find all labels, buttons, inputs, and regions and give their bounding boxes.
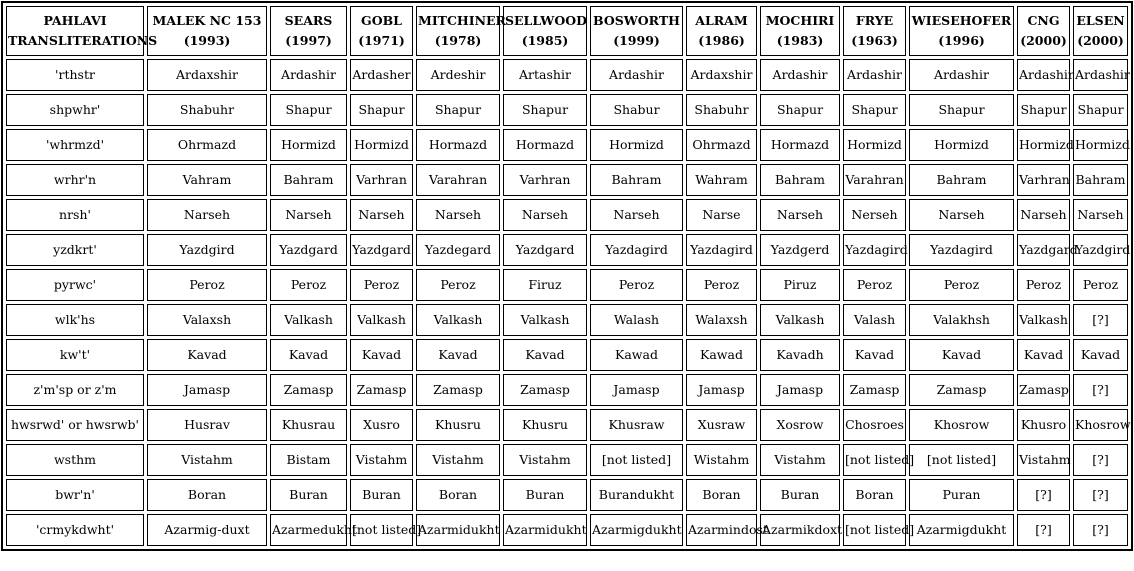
column-header-source (1073, 6, 1128, 56)
pahlavi-cell: 'crmykdwht' (6, 514, 144, 546)
header-year: (1986) (698, 33, 745, 48)
name-cell: Yazdagird (843, 234, 906, 266)
name-cell: Azarmindost (686, 514, 757, 546)
name-cell: Zamasp (909, 374, 1014, 406)
name-cell: Zamasp (1017, 374, 1070, 406)
name-cell: Bahram (1073, 164, 1128, 196)
pahlavi-cell: bwr'n' (6, 479, 144, 511)
name-cell: Narseh (147, 199, 267, 231)
name-cell: Narseh (590, 199, 683, 231)
name-cell: Narseh (909, 199, 1014, 231)
header-source-name: WIESEHOFER (911, 13, 1012, 28)
name-cell: Valkash (270, 304, 347, 336)
name-cell: Peroz (909, 269, 1014, 301)
name-cell: Khusru (416, 409, 500, 441)
name-cell: Firuz (503, 269, 587, 301)
name-cell: Vistahm (416, 444, 500, 476)
name-cell: Kavad (909, 339, 1014, 371)
name-cell: Wistahm (686, 444, 757, 476)
name-cell: Kawad (686, 339, 757, 371)
name-cell: Bahram (760, 164, 840, 196)
name-cell: Narse (686, 199, 757, 231)
name-cell: Kavadh (760, 339, 840, 371)
name-cell: Ardashir (1017, 59, 1070, 91)
name-cell: Ardeshir (416, 59, 500, 91)
name-cell: Ardashir (1073, 59, 1128, 91)
name-cell: Valkash (760, 304, 840, 336)
name-cell: Jamasp (760, 374, 840, 406)
header-year: (1971) (358, 33, 405, 48)
table-row (6, 444, 1128, 476)
name-cell: Narseh (760, 199, 840, 231)
name-cell: Ohrmazd (686, 129, 757, 161)
name-cell: Yazdgird (1073, 234, 1128, 266)
name-cell: Shapur (416, 94, 500, 126)
name-cell: Boran (686, 479, 757, 511)
name-cell: Artashir (503, 59, 587, 91)
name-cell: Kavad (1017, 339, 1070, 371)
name-cell: Hormizd (1017, 129, 1070, 161)
name-cell: [?] (1073, 514, 1128, 546)
header-year: (1983) (776, 33, 824, 48)
name-cell: Khusraw (590, 409, 683, 441)
name-cell: Yazdegard (416, 234, 500, 266)
header-year: (2000) (1020, 33, 1067, 48)
pahlavi-cell: 'rthstr (6, 59, 144, 91)
table-row (6, 479, 1128, 511)
name-cell: Peroz (843, 269, 906, 301)
header-year: (1993) (183, 33, 231, 48)
name-cell: Narseh (350, 199, 413, 231)
name-cell: Valkash (1017, 304, 1070, 336)
name-cell: Buran (270, 479, 347, 511)
header-source-name: ELSEN (1076, 13, 1125, 28)
name-cell: Bahram (909, 164, 1014, 196)
header-year: (1996) (938, 33, 985, 48)
column-header-source (350, 6, 413, 56)
name-cell: Ardashir (270, 59, 347, 91)
name-cell: Peroz (686, 269, 757, 301)
column-header-source (590, 6, 683, 56)
pahlavi-cell: shpwhr' (6, 94, 144, 126)
name-cell: [?] (1017, 514, 1070, 546)
header-subtitle: TRANSLITERATIONS (8, 33, 158, 48)
name-cell: [?] (1017, 479, 1070, 511)
name-cell: Jamasp (590, 374, 683, 406)
name-cell: [?] (1073, 374, 1128, 406)
name-cell: Kavad (843, 339, 906, 371)
column-header-source (760, 6, 840, 56)
pahlavi-cell: z'm'sp or z'm (6, 374, 144, 406)
name-cell: Yazdgerd (760, 234, 840, 266)
name-cell: Ardashir (590, 59, 683, 91)
header-source-name: ALRAM (695, 13, 748, 28)
name-cell: Valkash (416, 304, 500, 336)
name-cell: Nerseh (843, 199, 906, 231)
name-cell: Hormazd (416, 129, 500, 161)
name-cell: Boran (147, 479, 267, 511)
name-cell: Vistahm (350, 444, 413, 476)
table-row (6, 269, 1128, 301)
name-cell: Zamasp (350, 374, 413, 406)
name-cell: Narseh (270, 199, 347, 231)
table-row (6, 409, 1128, 441)
name-cell: Azarmidukht (416, 514, 500, 546)
table-row (6, 514, 1128, 546)
pahlavi-cell: 'whrmzd' (6, 129, 144, 161)
name-cell: [not listed] (350, 514, 413, 546)
column-header-source (416, 6, 506, 56)
transliteration-table (1, 1, 1133, 551)
name-cell: [?] (1073, 304, 1128, 336)
name-cell: Peroz (270, 269, 347, 301)
name-cell: Azarmigdukht (590, 514, 683, 546)
name-cell: Peroz (1017, 269, 1070, 301)
column-header-source (503, 6, 587, 56)
header-source-name: GOBL (361, 13, 402, 28)
name-cell: Peroz (590, 269, 683, 301)
name-cell: Xosrow (760, 409, 840, 441)
pahlavi-cell: yzdkrt' (6, 234, 144, 266)
column-header-source (147, 6, 267, 56)
name-cell: Hormizd (1073, 129, 1128, 161)
name-cell: Varhran (350, 164, 413, 196)
column-header-source (843, 6, 906, 56)
header-year: (2000) (1077, 33, 1124, 48)
name-cell: Hormizd (590, 129, 683, 161)
name-cell: Kavad (147, 339, 267, 371)
name-cell: Shapur (503, 94, 587, 126)
name-cell: Shabuhr (686, 94, 757, 126)
name-cell: Narseh (503, 199, 587, 231)
name-cell: Azarmedukht (270, 514, 347, 546)
name-cell: Piruz (760, 269, 840, 301)
name-cell: Ohrmazd (147, 129, 267, 161)
name-cell: Buran (350, 479, 413, 511)
name-cell: Jamasp (686, 374, 757, 406)
name-cell: Vistahm (760, 444, 840, 476)
column-header-source (909, 6, 1014, 56)
name-cell: Kavad (416, 339, 500, 371)
header-source-name: MITCHINER (418, 13, 506, 28)
name-cell: Peroz (147, 269, 267, 301)
name-cell: Narseh (1073, 199, 1128, 231)
name-cell: [not listed] (843, 444, 906, 476)
name-cell: Ardashir (843, 59, 906, 91)
name-cell: Valakhsh (909, 304, 1014, 336)
column-header-source (1017, 6, 1070, 56)
name-cell: Yazdgard (503, 234, 587, 266)
name-cell: Shapur (350, 94, 413, 126)
name-cell: Boran (843, 479, 906, 511)
pahlavi-cell: hwsrwd' or hwsrwb' (6, 409, 144, 441)
name-cell: Varahran (843, 164, 906, 196)
name-cell: Shapur (909, 94, 1014, 126)
table-row (6, 339, 1128, 371)
name-cell: Vistahm (147, 444, 267, 476)
header-year: (1985) (521, 33, 569, 48)
name-cell: Ardasher (350, 59, 413, 91)
header-source-name: SELLWOOD (505, 13, 587, 28)
name-cell: [not listed] (843, 514, 906, 546)
name-cell: Zamasp (503, 374, 587, 406)
name-cell: Jamasp (147, 374, 267, 406)
name-cell: Shapur (760, 94, 840, 126)
name-cell: Khosrow (909, 409, 1014, 441)
table-row (6, 199, 1128, 231)
name-cell: Vahram (147, 164, 267, 196)
name-cell: Varahran (416, 164, 500, 196)
name-cell: Ardaxshir (147, 59, 267, 91)
pahlavi-cell: wsthm (6, 444, 144, 476)
pahlavi-cell: kw't' (6, 339, 144, 371)
name-cell: Walaxsh (686, 304, 757, 336)
name-cell: Valkash (350, 304, 413, 336)
name-cell: Yazdgard (350, 234, 413, 266)
table-body (6, 59, 1131, 546)
name-cell: Khusru (503, 409, 587, 441)
column-header-pahlavi (6, 6, 158, 56)
name-cell: Azarmidukht (503, 514, 587, 546)
table-row (6, 164, 1128, 196)
name-cell: [not listed] (590, 444, 683, 476)
pahlavi-cell: wrhr'n (6, 164, 144, 196)
table-row (6, 304, 1128, 336)
table-row (6, 129, 1128, 161)
name-cell: Hormizd (350, 129, 413, 161)
header-year: (1963) (851, 33, 898, 48)
name-cell: Shapur (843, 94, 906, 126)
name-cell: Yazdgird (147, 234, 267, 266)
header-year: (1999) (613, 33, 660, 48)
name-cell: Shapur (1073, 94, 1128, 126)
name-cell: [?] (1073, 444, 1128, 476)
name-cell: Yazdagird (909, 234, 1014, 266)
name-cell: Khusro (1017, 409, 1070, 441)
name-cell: Wahram (686, 164, 757, 196)
name-cell: Puran (909, 479, 1014, 511)
name-cell: Ardaxshir (686, 59, 757, 91)
name-cell: Hormazd (503, 129, 587, 161)
name-cell: [?] (1073, 479, 1128, 511)
name-cell: Bahram (590, 164, 683, 196)
name-cell: Vistahm (503, 444, 587, 476)
name-cell: Kawad (590, 339, 683, 371)
name-cell: Burandukht (590, 479, 683, 511)
name-cell: Valaxsh (147, 304, 267, 336)
table-row (6, 234, 1128, 266)
name-cell: Azarmigdukht (909, 514, 1014, 546)
name-cell: Azarmikdoxt (760, 514, 840, 546)
name-cell: Yazdagird (590, 234, 683, 266)
name-cell: Khosrow (1073, 409, 1128, 441)
name-cell: Ardashir (909, 59, 1014, 91)
pahlavi-cell: wlk'hs (6, 304, 144, 336)
name-cell: Valkash (503, 304, 587, 336)
column-header-source (686, 6, 757, 56)
name-cell: Kavad (350, 339, 413, 371)
header-row (6, 6, 1128, 56)
name-cell: Shapur (270, 94, 347, 126)
header-source-name: MALEK NC 153 (152, 13, 262, 28)
name-cell: Chosroes (843, 409, 906, 441)
name-cell: Zamasp (270, 374, 347, 406)
header-source-name: FRYE (855, 13, 894, 28)
header-source-name: CNG (1027, 13, 1060, 28)
name-cell: Hormizd (909, 129, 1014, 161)
table-row (6, 374, 1128, 406)
pahlavi-cell: pyrwc' (6, 269, 144, 301)
name-cell: Boran (416, 479, 500, 511)
name-cell: Peroz (416, 269, 500, 301)
name-cell: Zamasp (843, 374, 906, 406)
name-cell: Xusraw (686, 409, 757, 441)
table-row (6, 94, 1128, 126)
name-cell: Bistam (270, 444, 347, 476)
name-cell: Azarmig-duxt (147, 514, 267, 546)
name-cell: Valash (843, 304, 906, 336)
header-year: (1997) (285, 33, 332, 48)
name-cell: Hormizd (270, 129, 347, 161)
name-cell: Peroz (350, 269, 413, 301)
header-source-name: BOSWORTH (593, 13, 680, 28)
name-cell: Ardashir (760, 59, 840, 91)
name-cell: Hormazd (760, 129, 840, 161)
name-cell: Kavad (270, 339, 347, 371)
name-cell: Khusrau (270, 409, 347, 441)
name-cell: Xusro (350, 409, 413, 441)
name-cell: Varhran (503, 164, 587, 196)
name-cell: Yazdagird (686, 234, 757, 266)
header-source-name: PAHLAVI (43, 13, 107, 28)
name-cell: Peroz (1073, 269, 1128, 301)
name-cell: Buran (503, 479, 587, 511)
name-cell: Narseh (1017, 199, 1070, 231)
name-cell: Hormizd (843, 129, 906, 161)
name-cell: Varhran (1017, 164, 1070, 196)
name-cell: Narseh (416, 199, 500, 231)
name-cell: Kavad (1073, 339, 1128, 371)
column-header-source (270, 6, 347, 56)
name-cell: Bahram (270, 164, 347, 196)
header-year: (1978) (434, 33, 482, 48)
name-cell: Zamasp (416, 374, 500, 406)
pahlavi-cell: nrsh' (6, 199, 144, 231)
name-cell: Vistahm (1017, 444, 1070, 476)
name-cell: Buran (760, 479, 840, 511)
name-cell: Walash (590, 304, 683, 336)
table-row (6, 59, 1128, 91)
name-cell: Yazdgard (270, 234, 347, 266)
name-cell: Husrav (147, 409, 267, 441)
name-cell: Shabuhr (147, 94, 267, 126)
name-cell: Kavad (503, 339, 587, 371)
header-source-name: SEARS (284, 13, 333, 28)
name-cell: Yazdgard (1017, 234, 1070, 266)
header-source-name: MOCHIRI (765, 13, 835, 28)
name-cell: Shapur (1017, 94, 1070, 126)
name-cell: [not listed] (909, 444, 1014, 476)
name-cell: Shabur (590, 94, 683, 126)
